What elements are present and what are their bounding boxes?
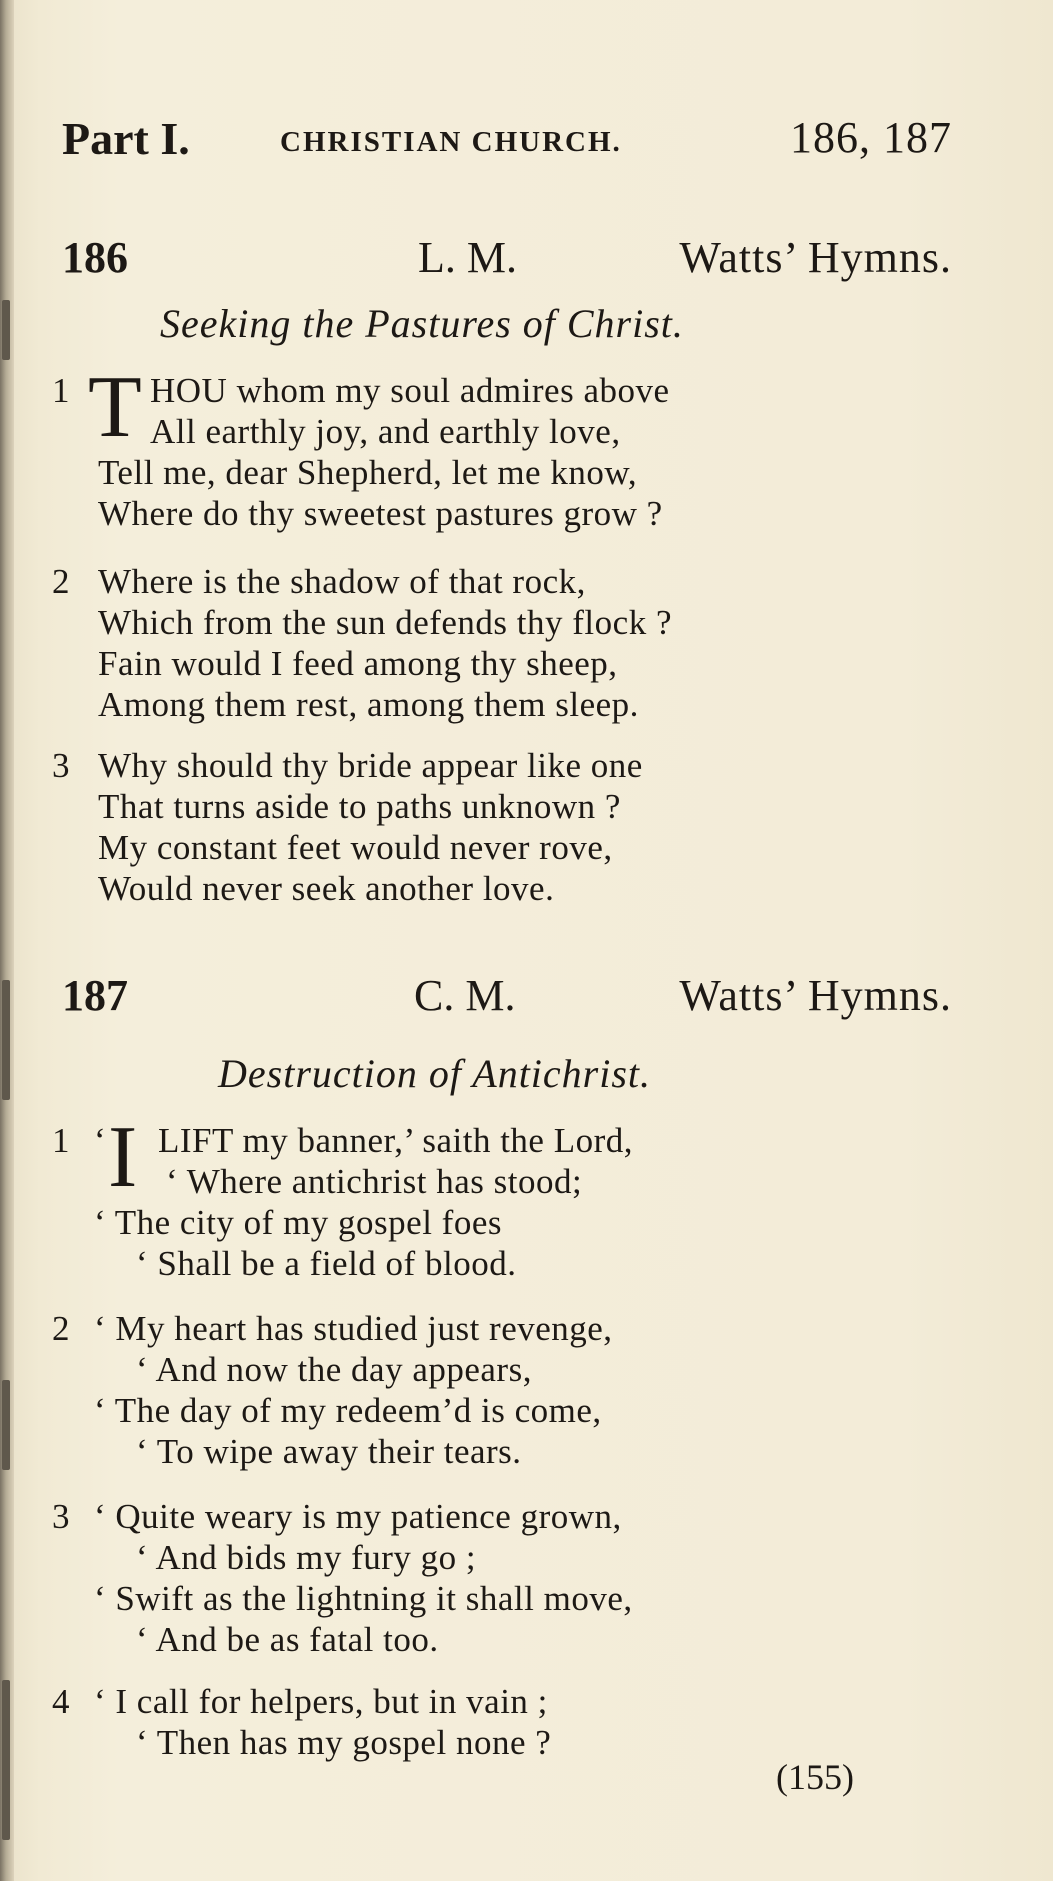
verse-line: ‘ My heart has studied just revenge,	[94, 1309, 613, 1348]
stanza-number: 3	[52, 746, 70, 785]
stanza-number: 1	[52, 1121, 70, 1160]
hymn-heading	[62, 232, 962, 288]
hymn-number: 187	[62, 971, 128, 1020]
verse-line: ‘ The city of my gospel foes	[94, 1203, 502, 1242]
verse-line: Tell me, dear Shepherd, let me know,	[98, 453, 638, 492]
hymn-meter: L. M.	[418, 233, 517, 282]
verse-line: ‘ Then has my gospel none ?	[136, 1723, 552, 1762]
verse-line: ‘ To wipe away their tears.	[136, 1432, 522, 1471]
hymn-number-range: 186, 187	[790, 113, 952, 162]
verse-line: ‘ Where antichrist has stood;	[166, 1162, 583, 1201]
stanza-number: 3	[52, 1497, 70, 1536]
verse-line: ‘ I call for helpers, but in vain ;	[94, 1682, 548, 1721]
gutter-shadow	[2, 300, 10, 360]
stanza-number: 4	[52, 1682, 70, 1721]
verse-line: LIFT my banner,’ saith the Lord,	[158, 1121, 633, 1160]
verse-line: HOU whom my soul admires above	[150, 371, 670, 410]
hymn-heading	[62, 970, 962, 1026]
verse-line: ‘ And be as fatal too.	[136, 1620, 439, 1659]
verse-line: Why should thy bride appear like one	[98, 746, 643, 785]
verse-line: Would never seek another love.	[98, 869, 555, 908]
hymn-meter: C. M.	[414, 971, 516, 1020]
drop-cap: I	[108, 1109, 138, 1206]
page-gutter	[0, 0, 14, 1881]
verse-line: Where is the shadow of that rock,	[98, 562, 586, 601]
gutter-shadow	[2, 980, 10, 1100]
verse-line: My constant feet would never rove,	[98, 828, 613, 867]
verse-line: ‘ Shall be a field of blood.	[136, 1244, 517, 1283]
hymn-title: Destruction of Antichrist.	[218, 1051, 652, 1096]
hymn-title: Seeking the Pastures of Christ.	[160, 301, 684, 346]
verse-line: Fain would I feed among thy sheep,	[98, 644, 618, 683]
stanza-number: 1	[52, 371, 70, 410]
verse-line: All earthly joy, and earthly love,	[150, 412, 621, 451]
stanza-number: 2	[52, 1309, 70, 1348]
verse-line: ‘ And bids my fury go ;	[136, 1538, 477, 1577]
drop-cap: T	[88, 359, 142, 456]
hymn-source: Watts’ Hymns.	[679, 233, 952, 282]
part-label: Part I.	[62, 113, 190, 164]
verse-line: ‘ Quite weary is my patience grown,	[94, 1497, 622, 1536]
verse-line: Which from the sun defends thy flock ?	[98, 603, 672, 642]
verse-line: ‘ And now the day appears,	[136, 1350, 532, 1389]
verse-line: ‘ Swift as the lightning it shall move,	[94, 1579, 633, 1618]
running-title: CHRISTIAN CHURCH.	[280, 126, 622, 158]
running-header	[62, 112, 962, 172]
verse-line: That turns aside to paths unknown ?	[98, 787, 621, 826]
gutter-shadow	[2, 1380, 10, 1470]
hymn-source: Watts’ Hymns.	[679, 971, 952, 1020]
verse-line: Where do thy sweetest pastures grow ?	[98, 494, 663, 533]
open-quote: ‘	[94, 1121, 107, 1160]
page-number: (155)	[776, 1757, 854, 1797]
verse-line: Among them rest, among them sleep.	[98, 685, 639, 724]
hymn-number: 186	[62, 233, 128, 282]
verse-line: ‘ The day of my redeem’d is come,	[94, 1391, 602, 1430]
stanza-number: 2	[52, 562, 70, 601]
gutter-shadow	[2, 1680, 10, 1840]
